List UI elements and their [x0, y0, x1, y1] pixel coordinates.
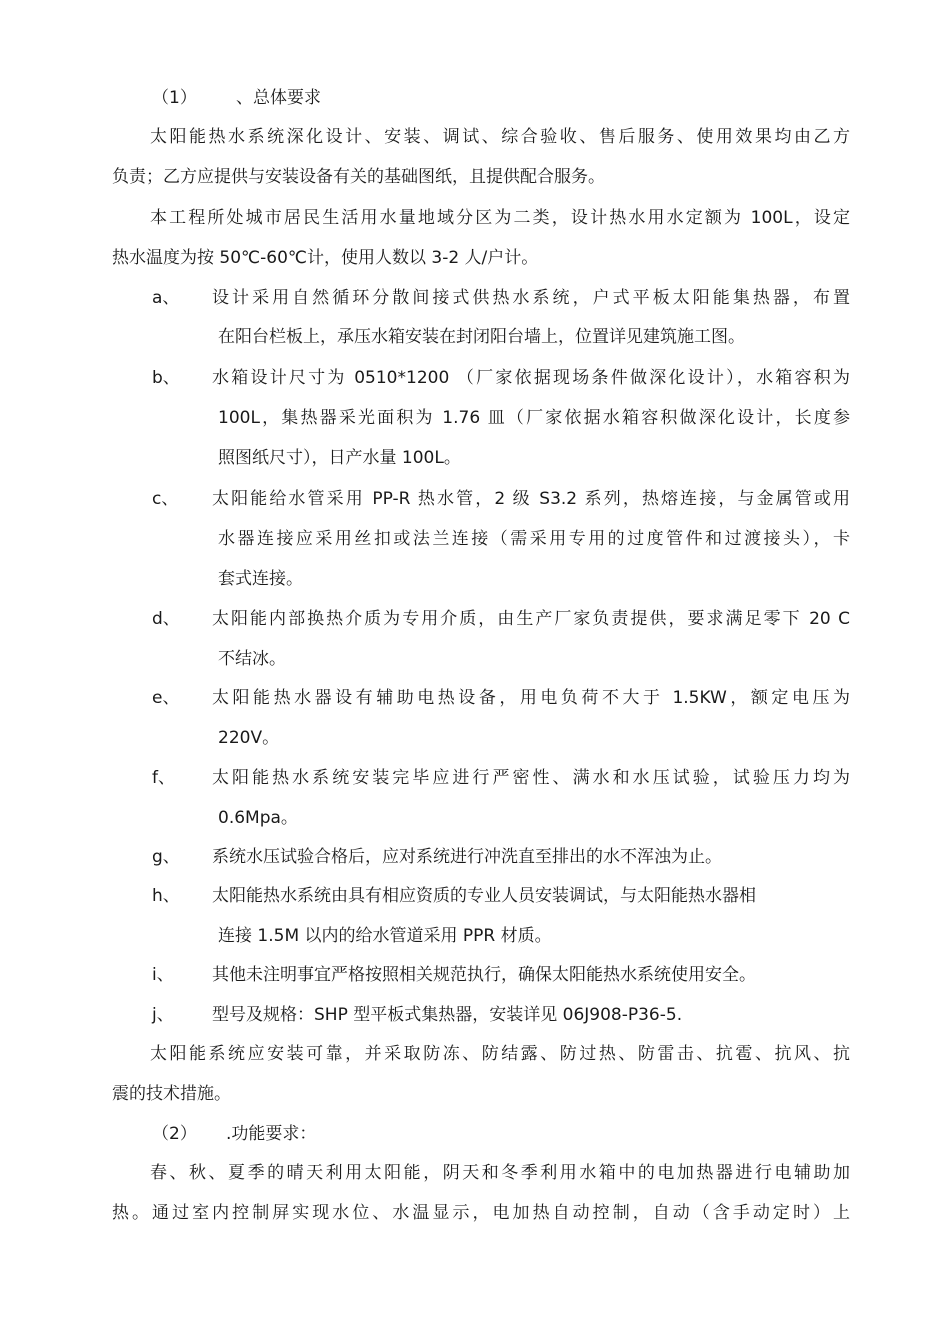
item-j-line1: 型号及规格：SHP 型平板式集热器，安装详见 06J908-P36-5.	[212, 1005, 683, 1025]
closing-line2: 震的技术措施。	[112, 1084, 231, 1104]
item-i-line1: 其他未注明事宜严格按照相关规范执行，确保太阳能热水系统使用安全。	[212, 965, 756, 985]
item-a-line2: 在阳台栏板上，承压水箱安装在封闭阳台墙上，位置详见建筑施工图。	[218, 327, 745, 347]
item-d-line1: 太阳能内部换热介质为专用介质，由生产厂家负责提供，要求满足零下 20 C	[212, 609, 850, 629]
item-d-line2: 不结冰。	[218, 649, 286, 669]
item-b-marker: b、	[152, 368, 180, 388]
section2-number: （2）	[152, 1124, 197, 1144]
item-h-line1: 太阳能热水系统由具有相应资质的专业人员安装调试，与太阳能热水器相	[212, 886, 756, 906]
function-line1: 春、秋、夏季的晴天利用太阳能，阴天和冬季利用水箱中的电加热器进行电辅助加	[150, 1163, 850, 1183]
item-f-line2: 0.6Mpa。	[218, 808, 298, 828]
item-c-line3: 套式连接。	[218, 569, 303, 589]
item-a-line1: 设计采用自然循环分散间接式供热水系统，户式平板太阳能集热器，布置	[212, 288, 850, 308]
item-g-line1: 系统水压试验合格后，应对系统进行冲洗直至排出的水不浑浊为止。	[212, 847, 722, 867]
function-line2: 热。通过室内控制屏实现水位、水温显示，电加热自动控制，自动（含手动定时）上	[112, 1203, 850, 1223]
item-g-marker: g、	[152, 847, 180, 867]
item-e-line1: 太阳能热水器设有辅助电热设备，用电负荷不大于 1.5KW，额定电压为	[212, 688, 850, 708]
item-d-marker: d、	[152, 609, 180, 629]
item-f-line1: 太阳能热水系统安装完毕应进行严密性、满水和水压试验，试验压力均为	[212, 768, 850, 788]
section1-title: 、总体要求	[236, 88, 321, 108]
item-i-marker: i、	[152, 965, 174, 985]
item-c-line1: 太阳能给水管采用 PP-R 热水管，2 级 S3.2 系列，热熔连接，与金属管或用	[212, 489, 850, 509]
item-h-marker: h、	[152, 886, 180, 906]
intro-p2-line1: 本工程所处城市居民生活用水量地域分区为二类，设计热水用水定额为 100L，设定	[150, 208, 850, 228]
item-j-marker: j、	[152, 1005, 174, 1025]
item-c-marker: c、	[152, 489, 179, 509]
section1-number: （1）	[152, 88, 197, 108]
item-a-marker: a、	[152, 288, 180, 308]
section2-title: .功能要求：	[226, 1124, 317, 1144]
item-b-line1: 水箱设计尺寸为 0510*1200 （厂家依据现场条件做深化设计），水箱容积为	[212, 368, 850, 388]
item-c-line2: 水器连接应采用丝扣或法兰连接（需采用专用的过度管件和过渡接头），卡	[218, 529, 850, 549]
intro-p1-line1: 太阳能热水系统深化设计、安装、调试、综合验收、售后服务、使用效果均由乙方	[150, 127, 850, 147]
intro-p2-line2: 热水温度为按 50℃-60℃计，使用人数以 3-2 人/户计。	[112, 248, 539, 268]
item-b-line3: 照图纸尺寸），日产水量 100L。	[218, 448, 461, 468]
closing-line1: 太阳能系统应安装可靠，并采取防冻、防结露、防过热、防雷击、抗雹、抗风、抗	[150, 1044, 850, 1064]
intro-p1-line2: 负责；乙方应提供与安装设备有关的基础图纸，且提供配合服务。	[112, 167, 605, 187]
item-f-marker: f、	[152, 768, 175, 788]
item-e-marker: e、	[152, 688, 180, 708]
item-b-line2: 100L，集热器采光面积为 1.76 皿（厂家依据水箱容积做深化设计，长度参	[218, 408, 850, 428]
item-e-line2: 220V。	[218, 728, 280, 748]
item-h-line2: 连接 1.5M 以内的给水管道采用 PPR 材质。	[218, 926, 552, 946]
